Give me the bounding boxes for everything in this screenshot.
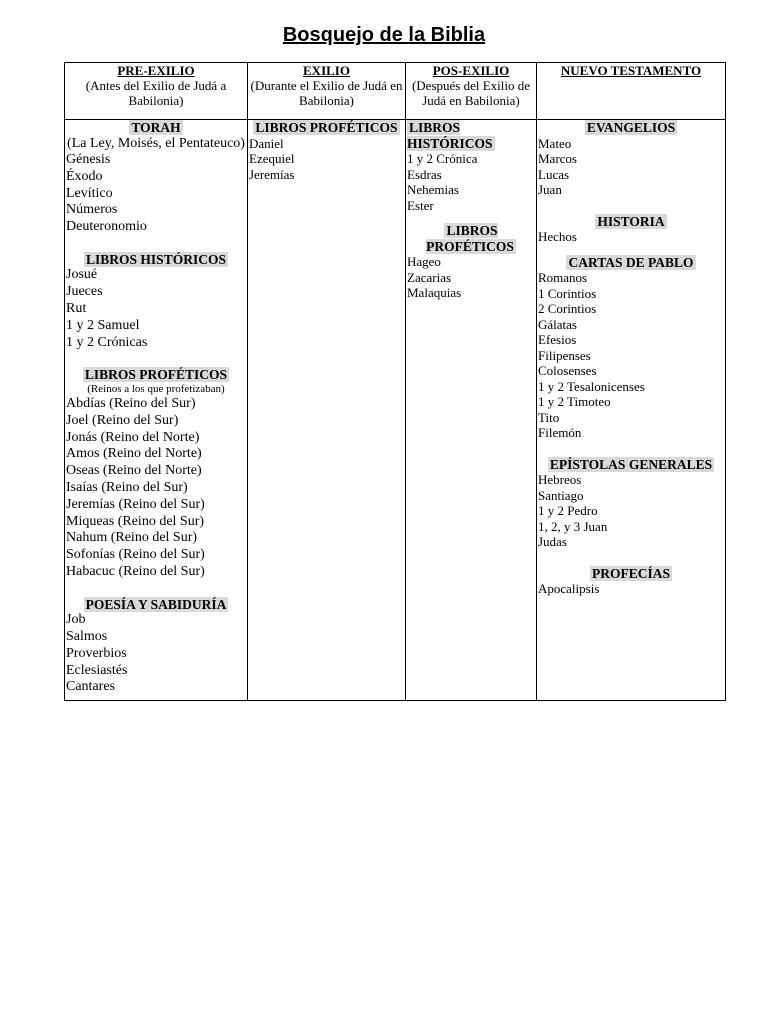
list-exilio <box>249 136 404 183</box>
section-heading-profeticos: LIBROS PROFÉTICOS <box>84 367 228 383</box>
header-title: POS-EXILIO <box>432 63 510 78</box>
list-item: Romanos <box>538 270 588 285</box>
list-item: Amos (Reino del Norte) <box>66 446 202 462</box>
list-poesia <box>66 612 246 696</box>
list-item: Salmos <box>66 629 108 645</box>
list-item: Proverbios <box>66 645 127 661</box>
header-title: PRE-EXILIO <box>117 63 195 78</box>
list-item: Gálatas <box>538 316 577 332</box>
list-item: 1 y 2 Pedro <box>538 503 598 518</box>
list-item: Joel (Reino del Sur) <box>66 412 179 428</box>
list-item: Hebreos <box>538 472 582 487</box>
list-item: Esdras <box>407 166 442 182</box>
list-item: 1 y 2 Crónicas <box>66 334 148 350</box>
list-item: Filipenses <box>538 347 591 363</box>
list-item: Apocalipsis <box>538 581 600 596</box>
header-nuevo-testamento <box>537 63 726 120</box>
list-item: Éxodo <box>66 168 103 184</box>
list-item: Tito <box>538 409 560 425</box>
list-item: Deuteronomio <box>66 219 147 235</box>
header-pos-exilio <box>406 63 537 120</box>
list-item: 1 y 2 Timoteo <box>538 394 611 409</box>
list-item: Marcos <box>538 151 577 166</box>
list-item: Hechos <box>538 229 577 244</box>
list-historicos <box>66 267 246 351</box>
list-item: Sofonías (Reino del Sur) <box>66 547 205 563</box>
list-item: Josué <box>66 267 98 283</box>
list-item: Eclesiastés <box>66 662 128 678</box>
list-item: Jueces <box>66 284 103 300</box>
list-item: Génesis <box>66 152 111 167</box>
list-item: Daniel <box>249 135 284 151</box>
header-subtitle: (Después del Exilio de Judá en Babilonia) <box>411 78 531 108</box>
profeticos-note: (Reinos a los que profetizaban) <box>87 382 225 395</box>
list-item: 1 y 2 Crónica <box>407 151 478 166</box>
section-heading-profeticos: LIBROS PROFÉTICOS <box>426 223 514 254</box>
list-cartas <box>538 270 724 441</box>
list-item: Zacarias <box>407 269 452 285</box>
header-title: NUEVO TESTAMENTO <box>560 63 702 78</box>
list-profeticos <box>407 254 535 301</box>
section-heading-torah: TORAH <box>131 120 181 135</box>
list-item: Jonás (Reino del Norte) <box>66 429 200 445</box>
list-item: Efesios <box>538 332 577 347</box>
list-item: Jeremías (Reino del Sur) <box>66 496 205 512</box>
header-exilio <box>248 63 406 120</box>
list-item: Ezequiel <box>249 151 295 166</box>
list-item: Judas <box>538 534 567 549</box>
list-historia <box>538 229 724 245</box>
section-heading-epistolas: EPÍSTOLAS GENERALES <box>549 456 713 472</box>
col-nuevo-testamento <box>537 120 726 701</box>
list-torah <box>66 152 246 236</box>
list-item: Isaías (Reino del Sur) <box>66 479 188 495</box>
section-heading-profeticos: LIBROS PROFÉTICOS <box>255 120 398 135</box>
list-item: Lucas <box>538 166 570 182</box>
section-heading-poesia: POESÍA Y SABIDURÍA <box>85 596 227 612</box>
list-item: Miqueas (Reino del Sur) <box>66 513 205 529</box>
list-item: Ester <box>407 197 434 213</box>
list-item: 1 y 2 Samuel <box>66 317 140 333</box>
list-item: Levítico <box>66 185 113 201</box>
header-subtitle: (Antes del Exilio de Judá a Babilonia) <box>85 78 227 108</box>
list-item: Juan <box>538 182 562 197</box>
section-heading-historicos: LIBROS HISTÓRICOS <box>407 120 493 151</box>
list-epistolas <box>538 472 724 550</box>
section-heading-profecias: PROFECÍAS <box>591 565 670 581</box>
list-item: Jeremías <box>249 166 295 182</box>
section-heading-historia: HISTORIA <box>597 213 665 229</box>
header-title: EXILIO <box>303 63 350 78</box>
list-item: 1 y 2 Tesalonicenses <box>538 378 645 394</box>
list-item: Job <box>66 612 86 628</box>
list-item: Nahum (Reino del Sur) <box>66 530 198 546</box>
list-item: Nehemias <box>407 182 459 197</box>
col-exilio <box>248 120 406 701</box>
torah-subtitle: (La Ley, Moisés, el Pentateuco) <box>67 135 245 151</box>
col-pre-exilio <box>65 120 248 701</box>
list-item: Mateo <box>538 135 572 151</box>
list-evangelios <box>538 136 724 198</box>
content-row <box>65 120 726 701</box>
list-item: Habacuc (Reino del Sur) <box>66 563 205 579</box>
list-item: Colosenses <box>538 363 597 378</box>
list-item: 1, 2, y 3 Juan <box>538 518 608 534</box>
list-profeticos <box>66 396 246 581</box>
col-pos-exilio <box>406 120 537 701</box>
bible-outline-table <box>64 62 726 701</box>
header-pre-exilio <box>65 63 248 120</box>
list-profecias <box>538 581 724 597</box>
section-heading-historicos: LIBROS HISTÓRICOS <box>86 251 226 267</box>
header-row <box>65 63 726 120</box>
list-item: Números <box>66 202 118 218</box>
section-heading-evangelios: EVANGELIOS <box>586 120 676 135</box>
list-item: 1 Corintios <box>538 285 597 301</box>
list-item: Santiago <box>538 487 584 503</box>
list-item: 2 Corintios <box>538 301 597 316</box>
list-item: Rut <box>66 301 87 317</box>
section-heading-cartas: CARTAS DE PABLO <box>568 254 694 270</box>
list-historicos <box>407 151 535 213</box>
list-item: Oseas (Reino del Norte) <box>66 463 202 479</box>
list-item: Filemón <box>538 425 582 440</box>
list-item: Hageo <box>407 254 441 269</box>
header-subtitle: (Durante el Exilio de Judá en Babilonia) <box>250 78 403 108</box>
page-title: Bosquejo de la Biblia <box>282 24 486 46</box>
list-item: Abdías (Reino del Sur) <box>66 395 196 411</box>
list-item: Malaquias <box>407 285 462 300</box>
list-item: Cantares <box>66 679 115 695</box>
